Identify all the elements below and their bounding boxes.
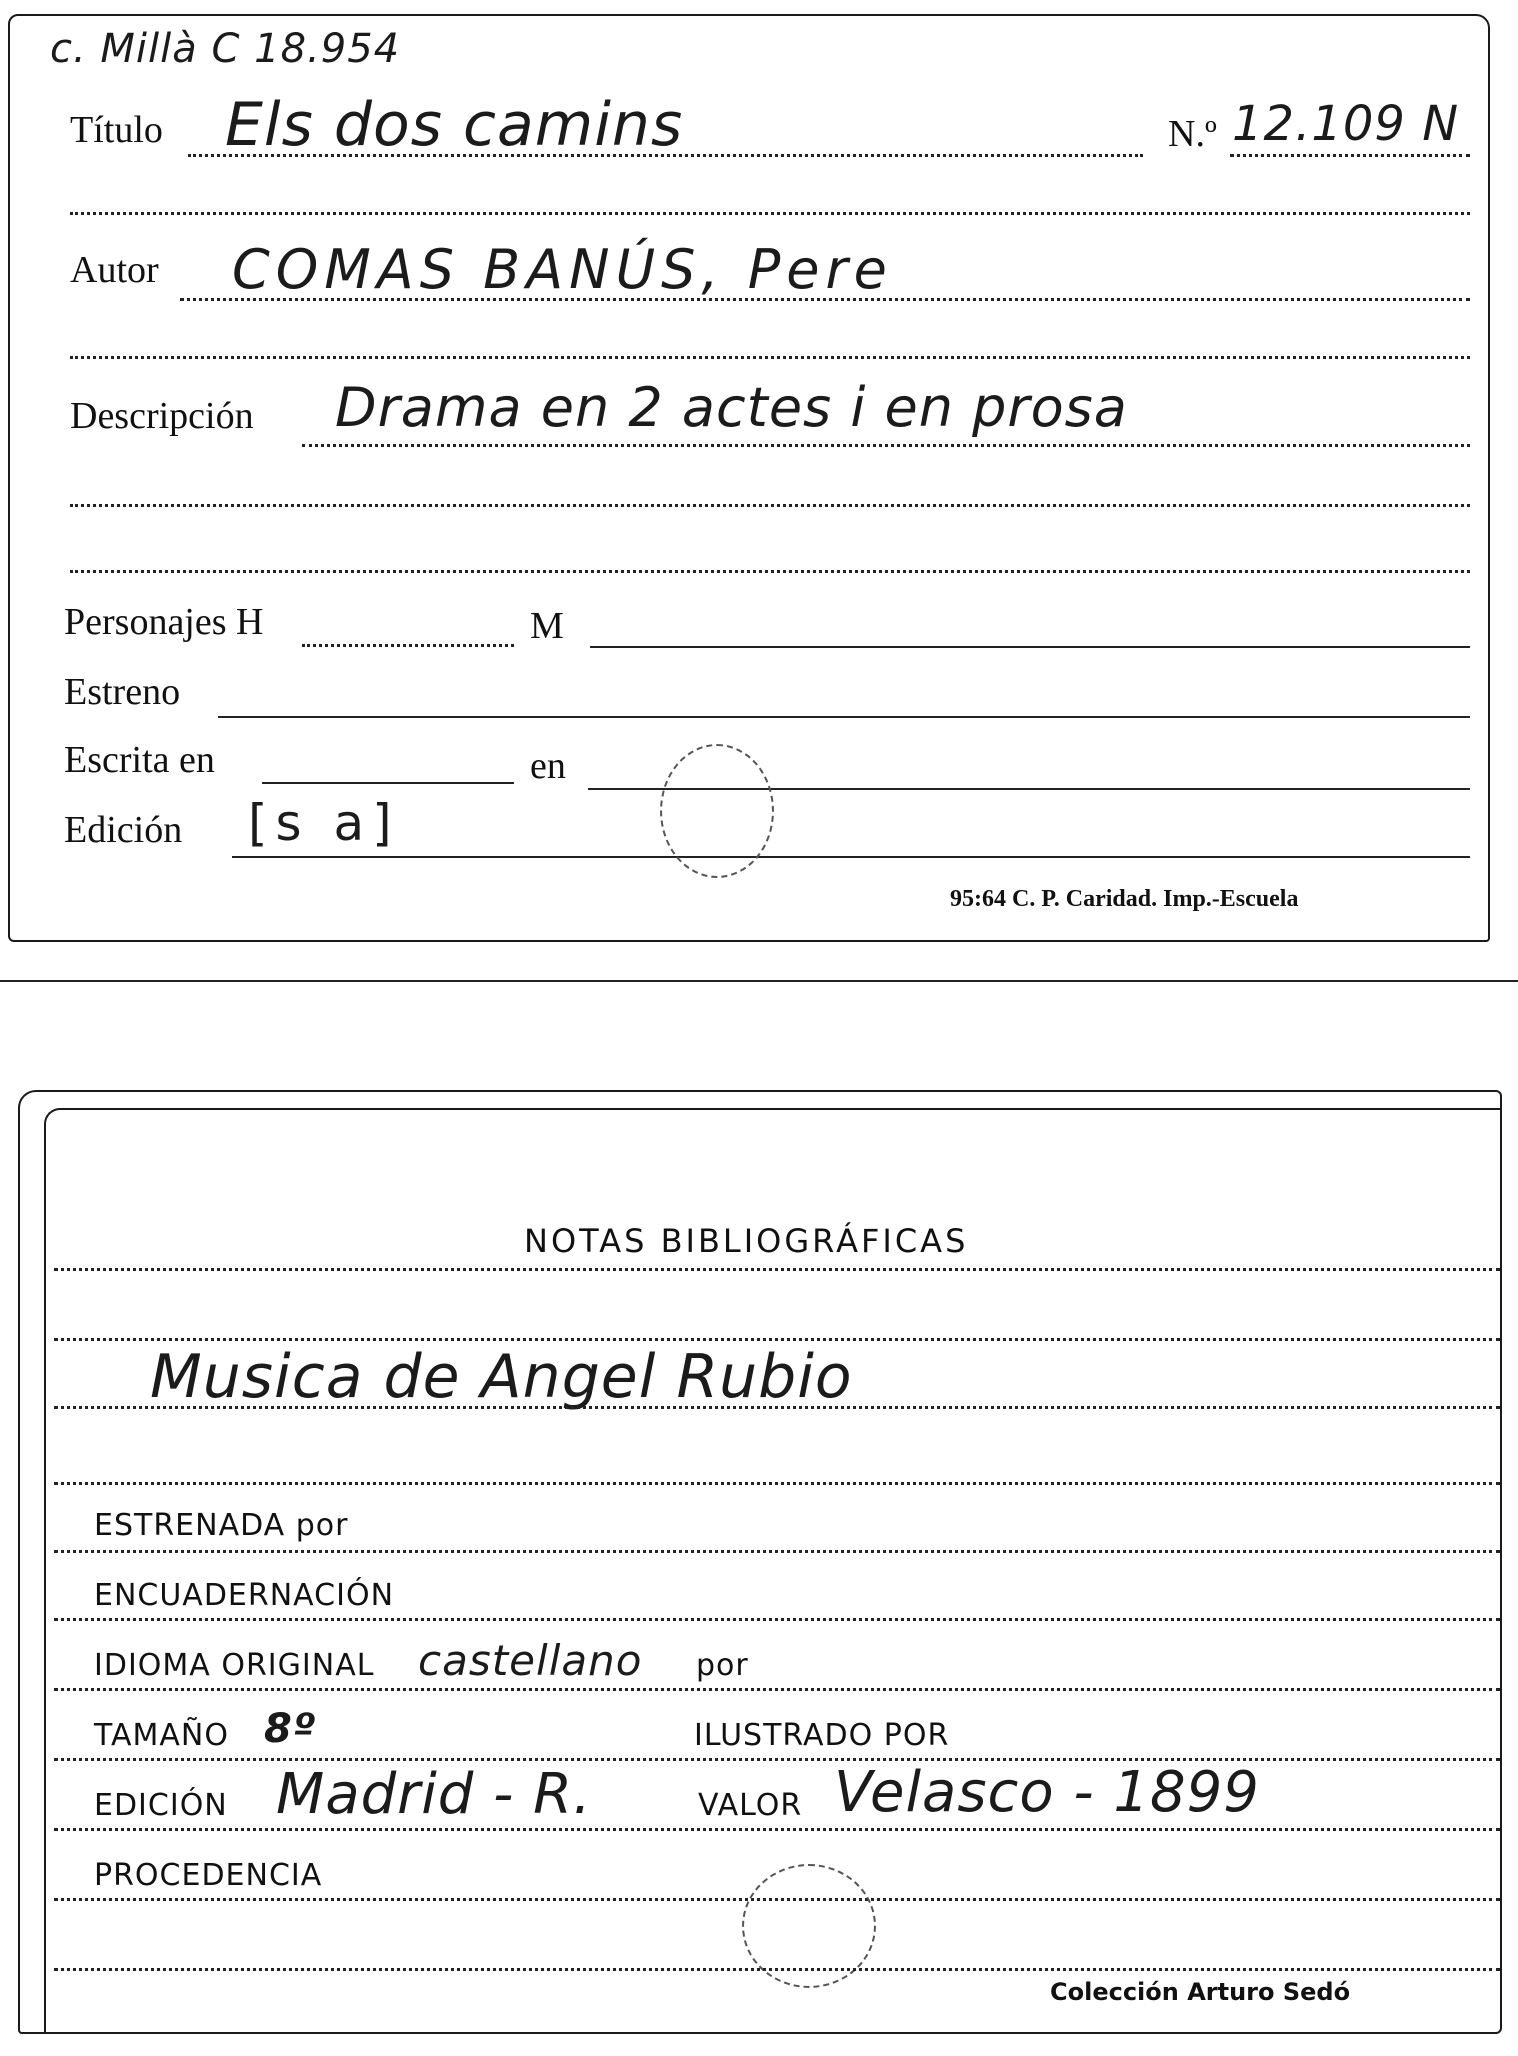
top-note: c. Millà C 18.954 bbox=[50, 26, 401, 72]
autor-line-2 bbox=[70, 356, 1470, 359]
edicion-line bbox=[232, 856, 1470, 858]
descripcion-label: Descripción bbox=[70, 395, 254, 437]
stamp-mark bbox=[660, 744, 774, 878]
edicion2-label: EDICIÓN bbox=[94, 1788, 228, 1823]
personajes-label: Personajes H bbox=[64, 601, 264, 643]
escrita-line bbox=[262, 782, 514, 784]
numero-label: N.º bbox=[1168, 113, 1217, 155]
titulo-label: Título bbox=[70, 109, 163, 151]
notas-line-2 bbox=[54, 1338, 1500, 1341]
titulo-line-2 bbox=[70, 212, 1470, 215]
autor-value: COMAS BANÚS, Pere bbox=[232, 238, 893, 301]
personajes-m-line bbox=[590, 646, 1470, 648]
valor-label: VALOR bbox=[698, 1788, 803, 1823]
edicion-label: Edición bbox=[64, 809, 183, 851]
procedencia-label: PROCEDENCIA bbox=[94, 1858, 323, 1893]
idioma-line bbox=[54, 1688, 1500, 1691]
autor-line bbox=[180, 298, 1470, 301]
edicion2-line bbox=[54, 1828, 1500, 1831]
estreno-label: Estreno bbox=[64, 671, 181, 713]
encuadernacion-label: ENCUADERNACIÓN bbox=[94, 1578, 395, 1613]
personajes-h-line bbox=[302, 644, 514, 647]
estreno-line bbox=[218, 716, 1470, 718]
catalog-card-front bbox=[8, 14, 1490, 942]
descripcion-value: Drama en 2 actes i en prosa bbox=[335, 376, 1128, 439]
valor-value: Velasco - 1899 bbox=[834, 1760, 1260, 1825]
personajes-m-label: M bbox=[530, 605, 564, 647]
descripcion-line bbox=[302, 444, 1470, 447]
printer-imprint: 95:64 C. P. Caridad. Imp.-Escuela bbox=[950, 886, 1299, 912]
descripcion-line-3 bbox=[70, 570, 1470, 573]
colophon: Colección Arturo Sedó bbox=[1050, 1978, 1351, 2006]
notas-note: Musica de Angel Rubio bbox=[150, 1342, 853, 1412]
idioma-por-label: por bbox=[696, 1648, 749, 1683]
encuadernacion-line bbox=[54, 1618, 1500, 1621]
bottom-line bbox=[54, 1968, 1500, 1971]
titulo-value: Els dos camins bbox=[225, 90, 684, 160]
idioma-label: IDIOMA ORIGINAL bbox=[94, 1648, 375, 1683]
card-separator bbox=[0, 980, 1518, 982]
autor-label: Autor bbox=[70, 249, 159, 291]
tamano-value: 8º bbox=[264, 1706, 317, 1752]
estrenada-label: ESTRENADA por bbox=[94, 1508, 349, 1543]
catalog-card-back bbox=[18, 1090, 1502, 2034]
numero-line bbox=[1230, 154, 1470, 157]
notas-line-4 bbox=[54, 1482, 1500, 1485]
idioma-value: castellano bbox=[418, 1636, 643, 1685]
edicion2-value: Madrid - R. bbox=[276, 1762, 592, 1827]
ilustrado-label: ILUSTRADO POR bbox=[694, 1718, 950, 1753]
notas-line-1 bbox=[54, 1268, 1500, 1271]
escrita-label: Escrita en bbox=[64, 739, 215, 781]
notas-line-3 bbox=[54, 1406, 1500, 1409]
descripcion-line-2 bbox=[70, 504, 1470, 507]
titulo-line bbox=[188, 154, 1143, 157]
edicion-value: [s a] bbox=[248, 794, 400, 852]
notas-heading: NOTAS BIBLIOGRÁFICAS bbox=[524, 1222, 969, 1260]
escrita-en-label: en bbox=[530, 745, 566, 787]
tamano-line bbox=[54, 1758, 1500, 1761]
estrenada-line bbox=[54, 1550, 1500, 1553]
numero-value: 12.109 N bbox=[1232, 96, 1460, 152]
tamano-label: TAMAÑO bbox=[94, 1718, 229, 1753]
